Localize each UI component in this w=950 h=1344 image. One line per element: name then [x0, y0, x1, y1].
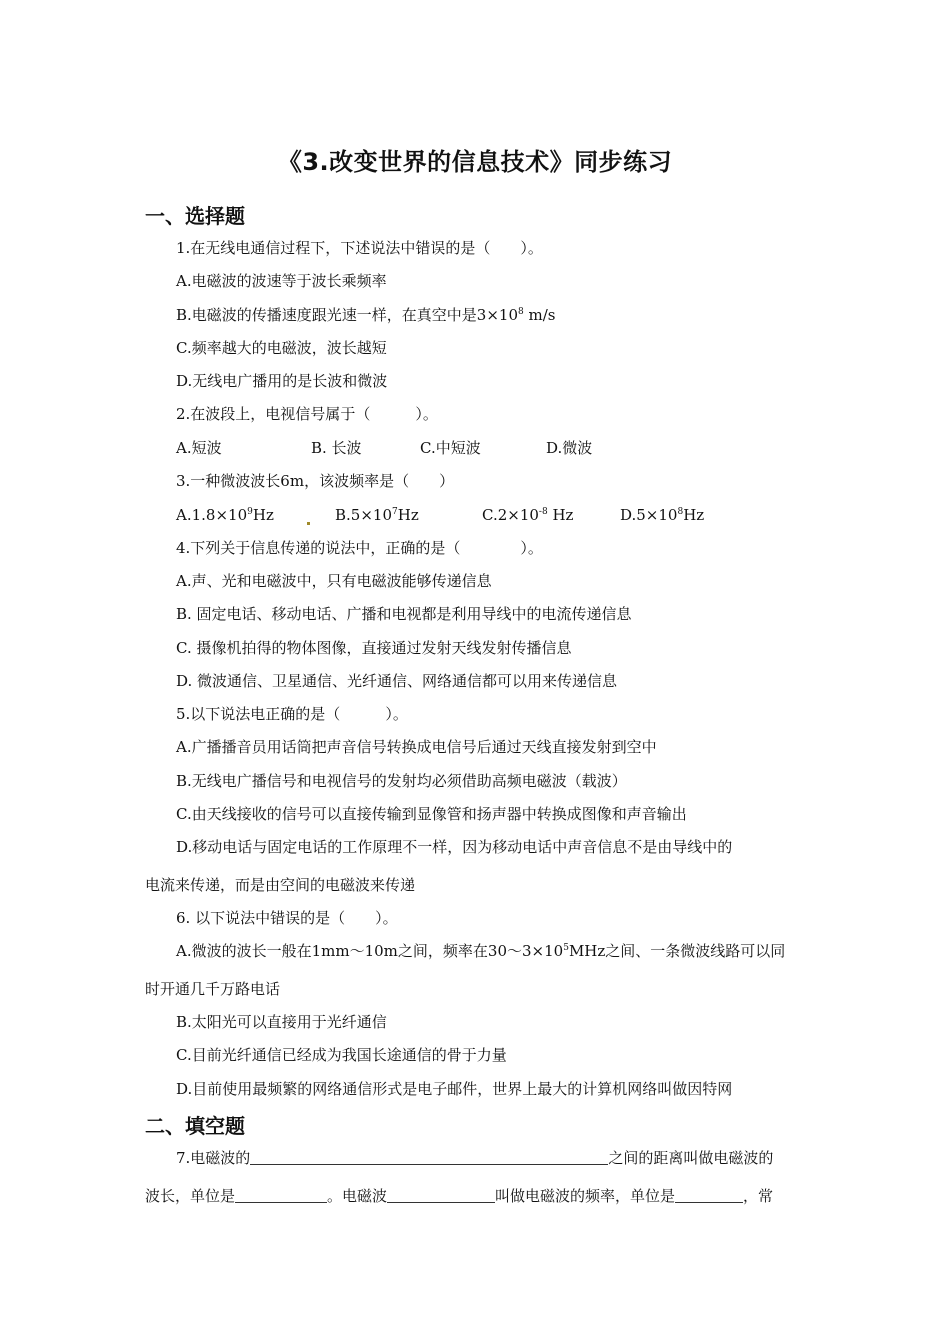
question-5-option-a: A.广播播音员用话筒把声音信号转换成电信号后通过天线直接发射到空中	[176, 738, 657, 756]
answer-blank[interactable]	[250, 1150, 608, 1165]
question-6-option-c: C.目前光纤通信已经成为我国长途通信的骨于力量	[176, 1046, 507, 1064]
question-3-option-c: $C.2\times 10^{-8}$ Hz	[482, 506, 574, 524]
question-2-option-d: D.微波	[546, 439, 593, 457]
question-4-stem: 4.下列关于信息传递的说法中，正确的是（ ）。	[176, 539, 543, 557]
question-2-option-a: A.短波	[176, 439, 222, 457]
question-5-option-d-line2: 电流来传递，而是由空间的电磁波来传递	[145, 876, 416, 894]
question-5-option-d-line1: D.移动电话与固定电话的工作原理不一样，因为移动电话中声音信息不是由导线中的	[176, 838, 733, 856]
answer-blank[interactable]	[387, 1188, 495, 1203]
answer-blank[interactable]	[675, 1188, 743, 1203]
question-6-option-d: D.目前使用最频繁的网络通信形式是电子邮件，世界上最大的计算机网络叫做因特网	[176, 1080, 733, 1098]
question-2-option-b: B. 长波	[311, 439, 362, 457]
question-4-option-a: A.声、光和电磁波中，只有电磁波能够传递信息	[176, 572, 492, 590]
question-3-option-a: $A.1.8\times 10^9Hz$	[176, 506, 274, 524]
question-7-line1: 7.电磁波的 之间的距离叫做电磁波的	[176, 1149, 774, 1167]
question-5-stem: 5.以下说法电正确的是（ ）。	[176, 705, 408, 723]
speck-mark	[305, 512, 312, 530]
question-4-option-c: C. 摄像机拍得的物体图像，直接通过发射天线发射传播信息	[176, 639, 572, 657]
page-title: 《3.改变世界的信息技术》同步练习	[277, 148, 673, 176]
question-1-option-c: C.频率越大的电磁波，波长越短	[176, 339, 387, 357]
question-6-stem: 6. 以下说法中错误的是（ ）。	[176, 909, 398, 927]
question-6-option-a-line2: 时开通几千万路电话	[145, 980, 281, 998]
question-2-stem: 2.在波段上，电视信号属于（ ）。	[176, 405, 438, 423]
question-3-option-d: $D.5\times 10^8Hz$	[620, 506, 705, 524]
question-3-option-b: $B.5\times 10^7Hz$	[335, 506, 419, 524]
question-6-option-b: B.太阳光可以直接用于光纤通信	[176, 1013, 387, 1031]
question-5-option-c: C.由天线接收的信号可以直接传输到显像管和扬声器中转换成图像和声音输出	[176, 805, 687, 823]
question-1-stem: 1.在无线电通信过程下，下述说法中错误的是（ ）。	[176, 239, 543, 257]
question-1-option-a: A.电磁波的波速等于波长乘频率	[176, 272, 387, 290]
section-heading-fill-in-blank: 二、填空题	[145, 1114, 245, 1138]
question-1-option-b: B.电磁波的传播速度跟光速一样，在真空中是$3\times 10^8$ m/s	[176, 306, 556, 324]
answer-blank[interactable]	[235, 1188, 327, 1203]
question-5-option-b: B.无线电广播信号和电视信号的发射均必须借助高频电磁波（载波）	[176, 772, 627, 790]
question-1-option-d: D.无线电广播用的是长波和微波	[176, 372, 388, 390]
question-4-option-d: D. 微波通信、卫星通信、光纤通信、网络通信都可以用来传递信息	[176, 672, 618, 690]
question-3-stem: 3.一种微波波长6m，该波频率是（ ）	[176, 472, 455, 490]
question-4-option-b: B. 固定电话、移动电话、广播和电视都是利用导线中的电流传递信息	[176, 605, 632, 623]
question-6-option-a-line1: A.微波的波长一般在1mm～10m之间，频率在$30\sim 3\times 10^5MHz$之间、一条微波线路可以同	[176, 942, 786, 960]
section-heading-multiple-choice: 一、选择题	[145, 204, 245, 228]
question-7-line2: 波长，单位是 。电磁波 叫做电磁波的频率，单位是 ，常	[145, 1187, 774, 1205]
question-2-option-c: C.中短波	[420, 439, 481, 457]
